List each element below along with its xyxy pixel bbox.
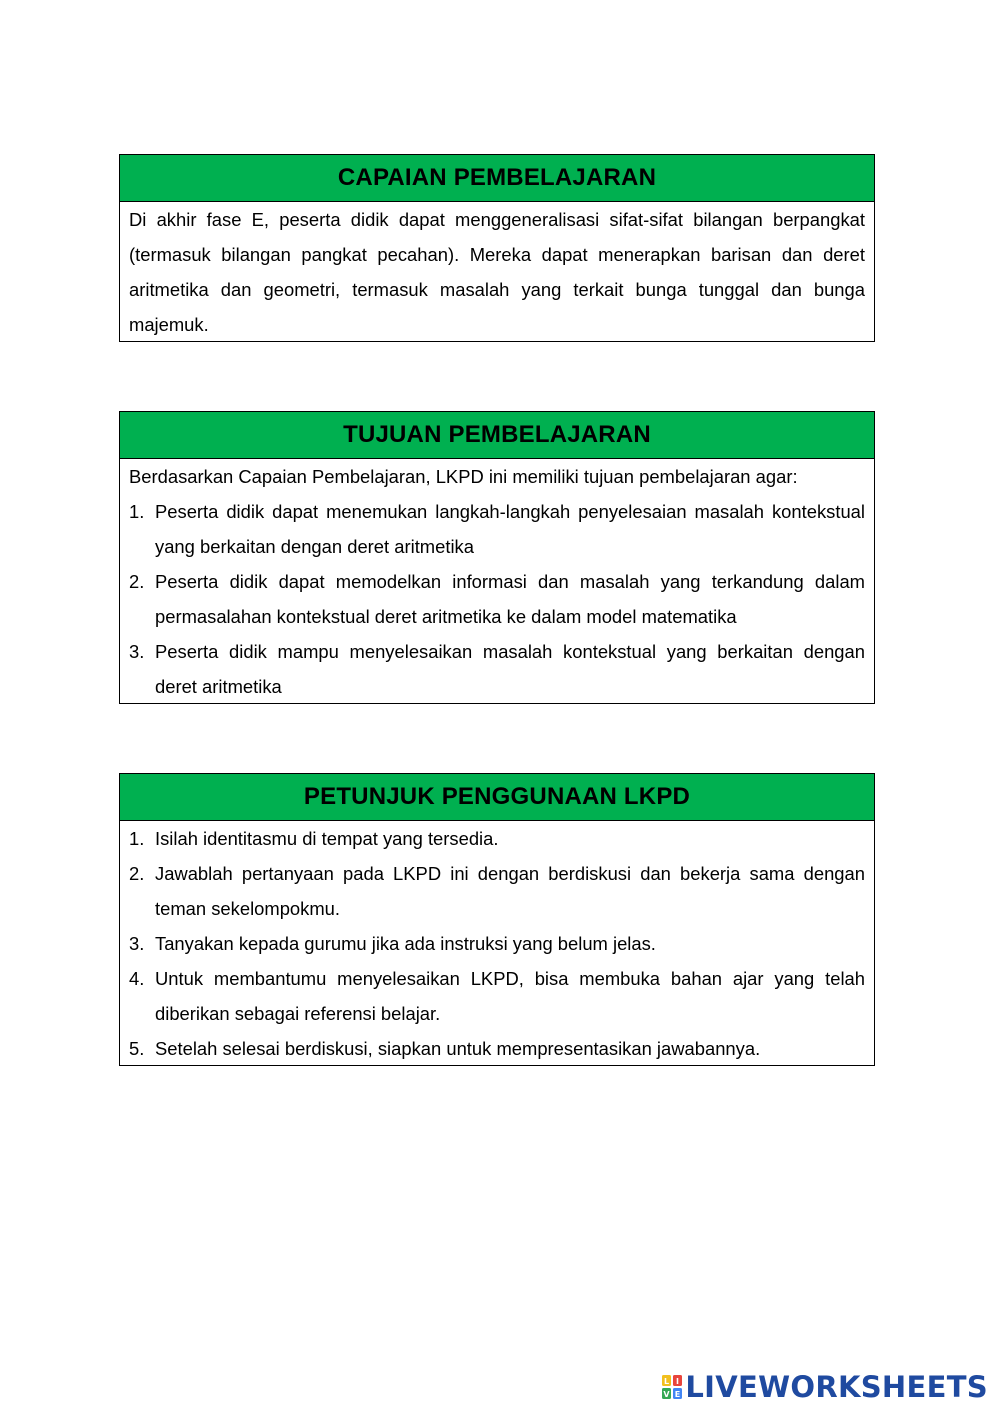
petunjuk-penggunaan-box — [119, 773, 875, 1066]
list-item — [129, 1031, 865, 1066]
tujuan-pembelajaran-list — [129, 494, 865, 704]
capaian-pembelajaran-body — [120, 202, 874, 342]
petunjuk-penggunaan-body — [120, 821, 874, 1066]
list-item — [129, 926, 865, 961]
list-item-number: 5. — [129, 1038, 145, 1059]
list-item — [129, 564, 865, 634]
liveworksheets-logo[interactable] — [661, 1370, 988, 1404]
list-item — [129, 961, 865, 1031]
list-item-text: Untuk membantumu menyelesaikan LKPD, bisa membuka bahan ajar yang telah diberikan sebagai referensi belajar. — [155, 968, 865, 1024]
tujuan-pembelajaran-body — [120, 459, 874, 704]
tujuan-pembelajaran-box — [119, 411, 875, 704]
list-item — [129, 821, 865, 856]
list-item — [129, 494, 865, 564]
list-item-text: Setelah selesai berdiskusi, siapkan untuk mempresentasikan jawabannya. — [155, 1038, 761, 1059]
list-item-number: 1. — [129, 501, 145, 522]
list-item-text: Peserta didik dapat memodelkan informasi dan masalah yang terkandung dalam permasalahan kontekstual deret aritmetika ke dalam model matematika — [155, 571, 865, 627]
tujuan-pembelajaran-title: TUJUAN PEMBELAJARAN — [120, 412, 874, 459]
svg-text:I: I — [676, 1377, 680, 1386]
capaian-pembelajaran-text: Di akhir fase E, peserta didik dapat menggeneralisasi sifat-sifat bilangan berpangkat (termasuk bilangan pangkat pecahan). Mereka dapat menerapkan barisan dan deret aritmetika dan geometri, termasuk masalah yang terkait bunga tunggal dan bunga majemuk. — [129, 209, 865, 335]
list-item-number: 2. — [129, 571, 145, 592]
svg-text:V: V — [663, 1390, 670, 1399]
list-item-number: 3. — [129, 933, 145, 954]
list-item-number: 3. — [129, 641, 145, 662]
list-item-text: Tanyakan kepada gurumu jika ada instruksi yang belum jelas. — [155, 933, 656, 954]
list-item-number: 2. — [129, 863, 145, 884]
petunjuk-penggunaan-title: PETUNJUK PENGGUNAAN LKPD — [120, 774, 874, 821]
list-item-number: 4. — [129, 968, 145, 989]
list-item — [129, 634, 865, 704]
list-item-text: Peserta didik dapat menemukan langkah-langkah penyelesaian masalah kontekstual yang berkaitan dengan deret aritmetika — [155, 501, 865, 557]
list-item — [129, 856, 865, 926]
liveworksheets-logo-icon — [661, 1374, 683, 1400]
list-item-text: Isilah identitasmu di tempat yang tersedia. — [155, 828, 499, 849]
list-item-text: Peserta didik mampu menyelesaikan masalah kontekstual yang berkaitan dengan deret aritmetika — [155, 641, 865, 697]
petunjuk-penggunaan-list — [129, 821, 865, 1066]
svg-text:L: L — [664, 1377, 670, 1386]
liveworksheets-logo-text: LIVEWORKSHEETS — [685, 1370, 988, 1404]
list-item-number: 1. — [129, 828, 145, 849]
capaian-pembelajaran-box — [119, 154, 875, 342]
svg-text:E: E — [675, 1390, 681, 1399]
list-item-text: Jawablah pertanyaan pada LKPD ini dengan berdiskusi dan bekerja sama dengan teman sekelompokmu. — [155, 863, 865, 919]
tujuan-pembelajaran-intro: Berdasarkan Capaian Pembelajaran, LKPD ini memiliki tujuan pembelajaran agar: — [129, 466, 798, 487]
capaian-pembelajaran-title: CAPAIAN PEMBELAJARAN — [120, 155, 874, 202]
